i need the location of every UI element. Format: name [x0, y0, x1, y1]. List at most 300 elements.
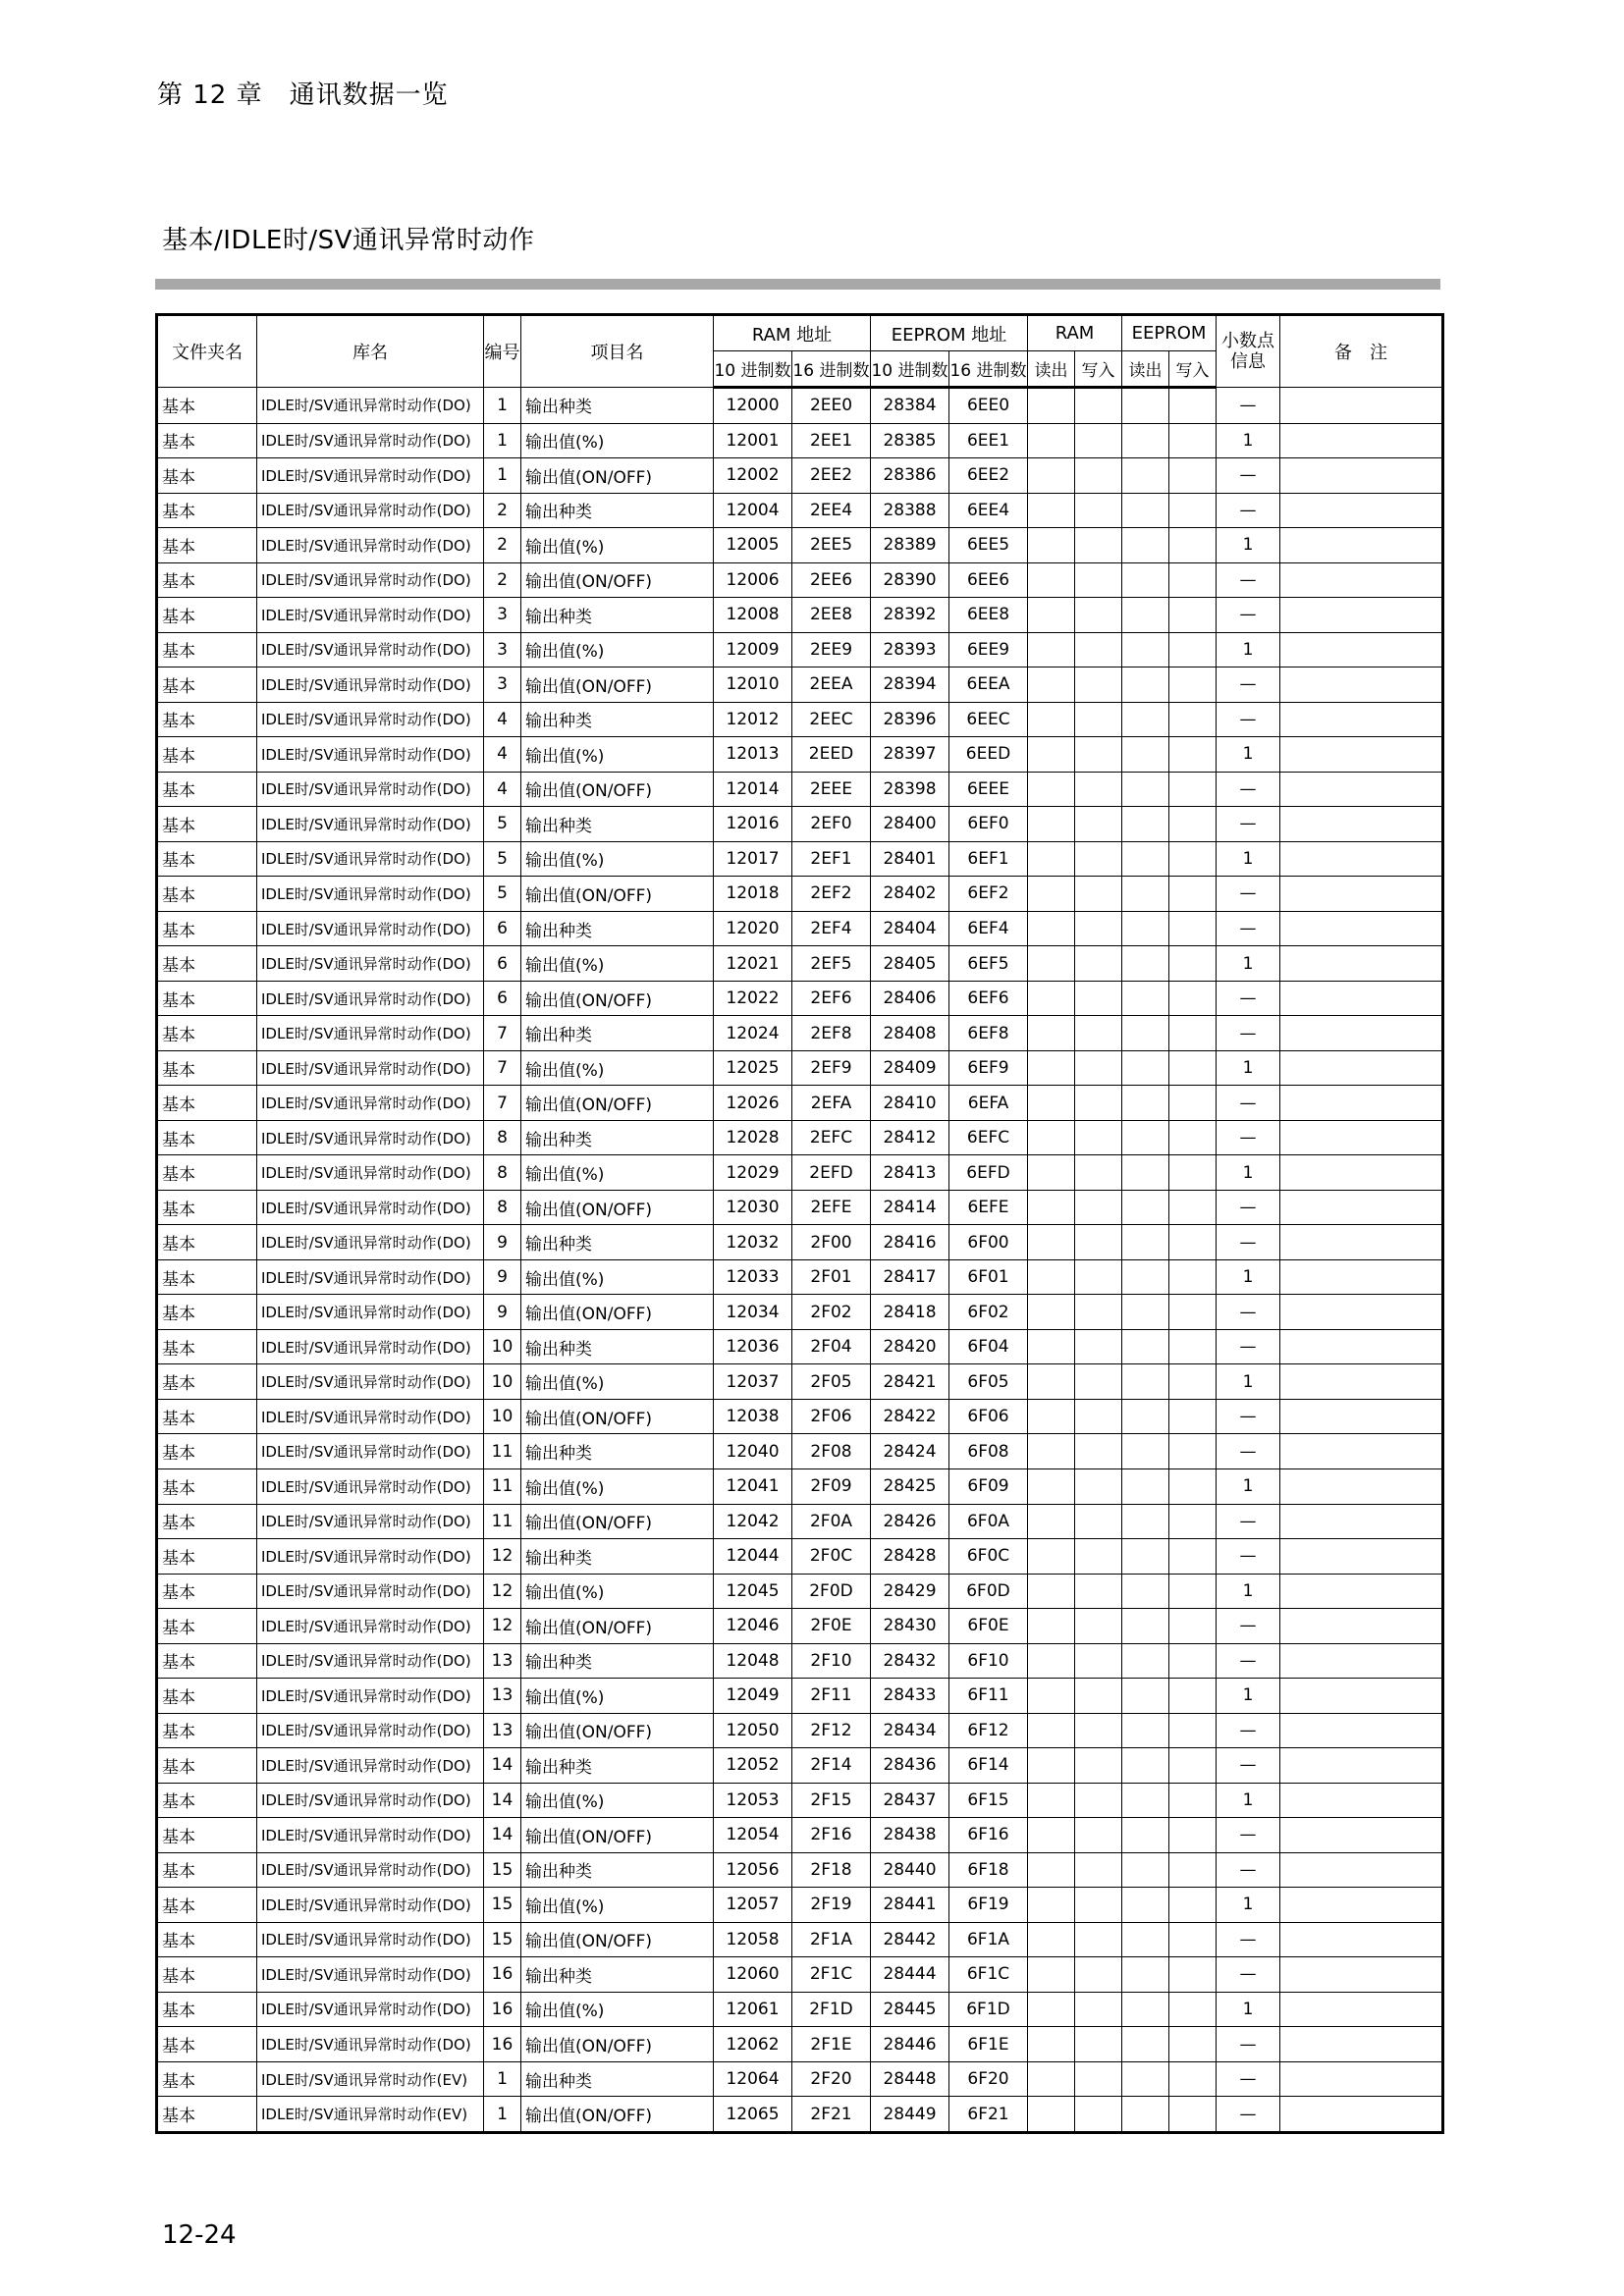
cell-eeprom-read [1122, 667, 1169, 703]
cell-number: 1 [484, 2061, 521, 2097]
cell-remarks [1280, 1539, 1443, 1575]
cell-eeprom-hex: 6F19 [949, 1888, 1028, 1923]
cell-folder: 基本 [157, 1783, 257, 1818]
cell-remarks [1280, 772, 1443, 807]
cell-ram-write [1075, 1364, 1122, 1400]
cell-folder: 基本 [157, 877, 257, 912]
cell-eeprom-dec: 28402 [871, 877, 949, 912]
table-row [157, 981, 1443, 1016]
cell-eeprom-dec: 28436 [871, 1748, 949, 1784]
cell-folder: 基本 [157, 1295, 257, 1330]
cell-ram-write [1075, 1783, 1122, 1818]
cell-eeprom-dec: 28426 [871, 1504, 949, 1539]
cell-number: 4 [484, 702, 521, 737]
cell-number: 14 [484, 1783, 521, 1818]
cell-eeprom-hex: 6F21 [949, 2097, 1028, 2133]
cell-eeprom-dec: 28400 [871, 807, 949, 842]
cell-eeprom-hex: 6EEC [949, 702, 1028, 737]
cell-ram-hex: 2F15 [792, 1783, 871, 1818]
cell-ram-write [1075, 1504, 1122, 1539]
table-row [157, 1434, 1443, 1469]
cell-decimal-info: — [1217, 807, 1280, 842]
cell-number: 9 [484, 1259, 521, 1295]
cell-eeprom-read [1122, 458, 1169, 494]
cell-eeprom-dec: 28393 [871, 632, 949, 667]
cell-eeprom-read [1122, 1295, 1169, 1330]
cell-ram-write [1075, 598, 1122, 633]
cell-eeprom-hex: 6F0D [949, 1574, 1028, 1609]
cell-remarks [1280, 667, 1443, 703]
cell-ram-dec: 12034 [714, 1295, 792, 1330]
cell-library: IDLE时/SV通讯异常时动作(DO) [257, 1818, 484, 1853]
cell-ram-write [1075, 1713, 1122, 1748]
cell-eeprom-write [1169, 1748, 1217, 1784]
cell-ram-dec: 12064 [714, 2061, 792, 2097]
cell-number: 14 [484, 1818, 521, 1853]
cell-eeprom-write [1169, 1643, 1217, 1679]
cell-folder: 基本 [157, 1574, 257, 1609]
cell-remarks [1280, 2027, 1443, 2062]
cell-eeprom-dec: 28446 [871, 2027, 949, 2062]
cell-folder: 基本 [157, 598, 257, 633]
table-row [157, 737, 1443, 773]
header-ram: RAM [1028, 315, 1122, 351]
cell-library: IDLE时/SV通讯异常时动作(DO) [257, 877, 484, 912]
cell-eeprom-read [1122, 388, 1169, 424]
cell-ram-read [1028, 1888, 1075, 1923]
cell-folder: 基本 [157, 2097, 257, 2133]
cell-decimal-info: 1 [1217, 528, 1280, 563]
cell-ram-hex: 2EEA [792, 667, 871, 703]
cell-item: 输出值(%) [521, 737, 714, 773]
cell-eeprom-read [1122, 1888, 1169, 1923]
cell-ram-hex: 2EF9 [792, 1050, 871, 1086]
cell-eeprom-hex: 6EE8 [949, 598, 1028, 633]
cell-folder: 基本 [157, 737, 257, 773]
cell-eeprom-dec: 28384 [871, 388, 949, 424]
cell-ram-hex: 2F1C [792, 1957, 871, 1993]
cell-ram-hex: 2EF6 [792, 981, 871, 1016]
cell-ram-hex: 2F06 [792, 1399, 871, 1434]
cell-ram-write [1075, 458, 1122, 494]
cell-ram-hex: 2F1D [792, 1992, 871, 2027]
cell-eeprom-hex: 6F00 [949, 1225, 1028, 1260]
table-row [157, 1818, 1443, 1853]
cell-item: 输出种类 [521, 2061, 714, 2097]
cell-eeprom-dec: 28396 [871, 702, 949, 737]
cell-decimal-info: 1 [1217, 1992, 1280, 2027]
cell-remarks [1280, 1086, 1443, 1121]
table-row [157, 1539, 1443, 1575]
cell-eeprom-write [1169, 1120, 1217, 1155]
cell-ram-dec: 12045 [714, 1574, 792, 1609]
cell-eeprom-read [1122, 946, 1169, 982]
cell-ram-dec: 12036 [714, 1329, 792, 1364]
cell-remarks [1280, 1434, 1443, 1469]
cell-decimal-info: — [1217, 2027, 1280, 2062]
cell-eeprom-read [1122, 702, 1169, 737]
cell-eeprom-hex: 6EF9 [949, 1050, 1028, 1086]
cell-remarks [1280, 1679, 1443, 1714]
cell-ram-write [1075, 632, 1122, 667]
cell-item: 输出种类 [521, 598, 714, 633]
cell-number: 8 [484, 1120, 521, 1155]
cell-eeprom-read [1122, 1713, 1169, 1748]
cell-eeprom-dec: 28389 [871, 528, 949, 563]
header-ram-write: 写入 [1075, 351, 1122, 388]
cell-ram-write [1075, 562, 1122, 598]
cell-ram-write [1075, 1120, 1122, 1155]
cell-remarks [1280, 1120, 1443, 1155]
cell-ram-read [1028, 1679, 1075, 1714]
cell-folder: 基本 [157, 1259, 257, 1295]
cell-eeprom-hex: 6EF2 [949, 877, 1028, 912]
cell-eeprom-dec: 28416 [871, 1225, 949, 1260]
cell-ram-read [1028, 1086, 1075, 1121]
table-header [157, 315, 1443, 388]
cell-library: IDLE时/SV通讯异常时动作(DO) [257, 841, 484, 877]
cell-eeprom-read [1122, 911, 1169, 946]
cell-ram-read [1028, 1190, 1075, 1225]
cell-eeprom-hex: 6F1E [949, 2027, 1028, 2062]
cell-number: 5 [484, 841, 521, 877]
cell-eeprom-dec: 28392 [871, 598, 949, 633]
cell-decimal-info: — [1217, 493, 1280, 528]
cell-eeprom-write [1169, 562, 1217, 598]
cell-eeprom-write [1169, 1504, 1217, 1539]
cell-folder: 基本 [157, 1888, 257, 1923]
cell-ram-hex: 2EE2 [792, 458, 871, 494]
cell-eeprom-hex: 6F1A [949, 1922, 1028, 1957]
cell-ram-write [1075, 1259, 1122, 1295]
cell-eeprom-dec: 28440 [871, 1852, 949, 1888]
cell-eeprom-dec: 28414 [871, 1190, 949, 1225]
cell-eeprom-read [1122, 2027, 1169, 2062]
cell-eeprom-hex: 6F1D [949, 1992, 1028, 2027]
cell-ram-write [1075, 1957, 1122, 1993]
cell-ram-read [1028, 1259, 1075, 1295]
cell-eeprom-dec: 28412 [871, 1120, 949, 1155]
cell-library: IDLE时/SV通讯异常时动作(DO) [257, 1225, 484, 1260]
cell-ram-dec: 12021 [714, 946, 792, 982]
cell-library: IDLE时/SV通讯异常时动作(DO) [257, 1888, 484, 1923]
cell-ram-read [1028, 493, 1075, 528]
cell-number: 10 [484, 1329, 521, 1364]
cell-library: IDLE时/SV通讯异常时动作(DO) [257, 1922, 484, 1957]
cell-eeprom-write [1169, 458, 1217, 494]
cell-eeprom-write [1169, 946, 1217, 982]
cell-library: IDLE时/SV通讯异常时动作(DO) [257, 667, 484, 703]
cell-remarks [1280, 1574, 1443, 1609]
cell-ram-write [1075, 1609, 1122, 1644]
cell-decimal-info: — [1217, 877, 1280, 912]
cell-ram-write [1075, 1818, 1122, 1853]
cell-eeprom-write [1169, 877, 1217, 912]
cell-item: 输出种类 [521, 911, 714, 946]
cell-ram-read [1028, 1225, 1075, 1260]
table-row [157, 1364, 1443, 1400]
cell-eeprom-read [1122, 877, 1169, 912]
table-row [157, 528, 1443, 563]
table-row [157, 1992, 1443, 2027]
cell-eeprom-write [1169, 981, 1217, 1016]
cell-remarks [1280, 1957, 1443, 1993]
table-row [157, 841, 1443, 877]
cell-eeprom-read [1122, 1643, 1169, 1679]
cell-remarks [1280, 1399, 1443, 1434]
cell-ram-hex: 2F11 [792, 1679, 871, 1714]
cell-decimal-info: — [1217, 458, 1280, 494]
cell-folder: 基本 [157, 1539, 257, 1575]
cell-folder: 基本 [157, 1399, 257, 1434]
cell-folder: 基本 [157, 1120, 257, 1155]
cell-ram-hex: 2EFA [792, 1086, 871, 1121]
cell-decimal-info: 1 [1217, 737, 1280, 773]
table-row [157, 946, 1443, 982]
cell-eeprom-hex: 6F11 [949, 1679, 1028, 1714]
cell-remarks [1280, 1155, 1443, 1191]
table-row [157, 1748, 1443, 1784]
cell-eeprom-write [1169, 2061, 1217, 2097]
cell-library: IDLE时/SV通讯异常时动作(DO) [257, 1643, 484, 1679]
cell-item: 输出种类 [521, 1957, 714, 1993]
cell-ram-write [1075, 1574, 1122, 1609]
cell-eeprom-hex: 6EFD [949, 1155, 1028, 1191]
header-number: 编号 [484, 315, 521, 388]
cell-ram-write [1075, 981, 1122, 1016]
cell-library: IDLE时/SV通讯异常时动作(DO) [257, 1050, 484, 1086]
table-row [157, 1016, 1443, 1051]
cell-library: IDLE时/SV通讯异常时动作(DO) [257, 1295, 484, 1330]
cell-number: 7 [484, 1050, 521, 1086]
cell-ram-dec: 12042 [714, 1504, 792, 1539]
cell-ram-write [1075, 1922, 1122, 1957]
cell-eeprom-read [1122, 562, 1169, 598]
cell-ram-dec: 12025 [714, 1050, 792, 1086]
cell-library: IDLE时/SV通讯异常时动作(DO) [257, 1190, 484, 1225]
cell-eeprom-dec: 28433 [871, 1679, 949, 1714]
cell-remarks [1280, 1922, 1443, 1957]
cell-item: 输出值(%) [521, 1783, 714, 1818]
cell-number: 9 [484, 1295, 521, 1330]
cell-remarks [1280, 388, 1443, 424]
cell-remarks [1280, 562, 1443, 598]
cell-eeprom-write [1169, 667, 1217, 703]
cell-eeprom-hex: 6F01 [949, 1259, 1028, 1295]
cell-ram-read [1028, 598, 1075, 633]
cell-eeprom-dec: 28385 [871, 423, 949, 458]
cell-ram-write [1075, 807, 1122, 842]
cell-ram-hex: 2F16 [792, 1818, 871, 1853]
cell-remarks [1280, 458, 1443, 494]
cell-ram-hex: 2F1A [792, 1922, 871, 1957]
cell-eeprom-read [1122, 1225, 1169, 1260]
cell-folder: 基本 [157, 388, 257, 424]
cell-library: IDLE时/SV通讯异常时动作(DO) [257, 1399, 484, 1434]
cell-eeprom-dec: 28418 [871, 1295, 949, 1330]
cell-library: IDLE时/SV通讯异常时动作(DO) [257, 1679, 484, 1714]
cell-ram-dec: 12012 [714, 702, 792, 737]
cell-ram-dec: 12010 [714, 667, 792, 703]
cell-ram-hex: 2EE9 [792, 632, 871, 667]
cell-ram-read [1028, 702, 1075, 737]
header-eeprom: EEPROM [1122, 315, 1217, 351]
cell-ram-write [1075, 911, 1122, 946]
cell-folder: 基本 [157, 667, 257, 703]
cell-ram-read [1028, 1329, 1075, 1364]
cell-decimal-info: — [1217, 598, 1280, 633]
cell-folder: 基本 [157, 1364, 257, 1400]
cell-folder: 基本 [157, 1922, 257, 1957]
table-row [157, 1679, 1443, 1714]
cell-ram-hex: 2EFD [792, 1155, 871, 1191]
cell-decimal-info: 1 [1217, 1364, 1280, 1400]
cell-ram-hex: 2F09 [792, 1469, 871, 1505]
cell-ram-hex: 2EF4 [792, 911, 871, 946]
cell-number: 3 [484, 632, 521, 667]
cell-remarks [1280, 1225, 1443, 1260]
cell-remarks [1280, 1748, 1443, 1784]
cell-decimal-info: — [1217, 1434, 1280, 1469]
cell-folder: 基本 [157, 1713, 257, 1748]
cell-eeprom-write [1169, 1225, 1217, 1260]
cell-ram-read [1028, 1434, 1075, 1469]
cell-eeprom-dec: 28445 [871, 1992, 949, 2027]
cell-item: 输出值(ON/OFF) [521, 1399, 714, 1434]
table-row [157, 1259, 1443, 1295]
table-row [157, 1399, 1443, 1434]
cell-remarks [1280, 1364, 1443, 1400]
cell-number: 16 [484, 1957, 521, 1993]
cell-eeprom-read [1122, 1818, 1169, 1853]
cell-ram-read [1028, 1609, 1075, 1644]
cell-eeprom-dec: 28409 [871, 1050, 949, 1086]
cell-ram-write [1075, 388, 1122, 424]
cell-ram-hex: 2F20 [792, 2061, 871, 2097]
cell-eeprom-write [1169, 911, 1217, 946]
cell-eeprom-write [1169, 1050, 1217, 1086]
table-row [157, 877, 1443, 912]
cell-eeprom-dec: 28413 [871, 1155, 949, 1191]
cell-eeprom-write [1169, 1783, 1217, 1818]
table-body [157, 388, 1443, 2133]
cell-item: 输出值(%) [521, 1574, 714, 1609]
cell-eeprom-dec: 28410 [871, 1086, 949, 1121]
cell-remarks [1280, 423, 1443, 458]
cell-eeprom-write [1169, 1155, 1217, 1191]
cell-decimal-info: 1 [1217, 1050, 1280, 1086]
cell-library: IDLE时/SV通讯异常时动作(DO) [257, 702, 484, 737]
cell-ram-read [1028, 1643, 1075, 1679]
cell-ram-read [1028, 1852, 1075, 1888]
cell-decimal-info: 1 [1217, 1574, 1280, 1609]
cell-number: 15 [484, 1922, 521, 1957]
cell-decimal-info: 1 [1217, 841, 1280, 877]
cell-remarks [1280, 737, 1443, 773]
cell-library: IDLE时/SV通讯异常时动作(DO) [257, 1713, 484, 1748]
cell-library: IDLE时/SV通讯异常时动作(DO) [257, 1364, 484, 1400]
table-row [157, 1643, 1443, 1679]
cell-ram-write [1075, 1992, 1122, 2027]
cell-decimal-info: — [1217, 2061, 1280, 2097]
cell-ram-read [1028, 946, 1075, 982]
cell-ram-read [1028, 1539, 1075, 1575]
cell-decimal-info: 1 [1217, 1155, 1280, 1191]
cell-number: 8 [484, 1190, 521, 1225]
cell-eeprom-hex: 6EE6 [949, 562, 1028, 598]
cell-eeprom-write [1169, 772, 1217, 807]
cell-item: 输出值(ON/OFF) [521, 772, 714, 807]
cell-remarks [1280, 702, 1443, 737]
cell-ram-hex: 2EE6 [792, 562, 871, 598]
cell-ram-read [1028, 877, 1075, 912]
cell-eeprom-hex: 6F05 [949, 1364, 1028, 1400]
cell-library: IDLE时/SV通讯异常时动作(DO) [257, 1992, 484, 2027]
cell-library: IDLE时/SV通讯异常时动作(EV) [257, 2061, 484, 2097]
cell-eeprom-hex: 6F1C [949, 1957, 1028, 1993]
cell-ram-read [1028, 2027, 1075, 2062]
cell-item: 输出种类 [521, 1120, 714, 1155]
cell-item: 输出值(%) [521, 946, 714, 982]
cell-eeprom-read [1122, 1783, 1169, 1818]
cell-ram-write [1075, 1086, 1122, 1121]
cell-eeprom-write [1169, 1190, 1217, 1225]
table-row [157, 493, 1443, 528]
cell-folder: 基本 [157, 2061, 257, 2097]
cell-eeprom-read [1122, 1957, 1169, 1993]
cell-ram-read [1028, 1155, 1075, 1191]
cell-ram-write [1075, 528, 1122, 563]
cell-eeprom-read [1122, 632, 1169, 667]
cell-decimal-info: 1 [1217, 1888, 1280, 1923]
cell-decimal-info: 1 [1217, 1783, 1280, 1818]
cell-eeprom-write [1169, 1469, 1217, 1505]
cell-ram-hex: 2EF1 [792, 841, 871, 877]
cell-library: IDLE时/SV通讯异常时动作(DO) [257, 1748, 484, 1784]
cell-number: 1 [484, 458, 521, 494]
cell-decimal-info: — [1217, 1225, 1280, 1260]
cell-eeprom-read [1122, 1922, 1169, 1957]
cell-eeprom-dec: 28417 [871, 1259, 949, 1295]
cell-number: 5 [484, 877, 521, 912]
page-number: 12-24 [162, 2220, 237, 2250]
cell-item: 输出值(%) [521, 528, 714, 563]
cell-library: IDLE时/SV通讯异常时动作(DO) [257, 1434, 484, 1469]
cell-eeprom-read [1122, 493, 1169, 528]
cell-eeprom-dec: 28430 [871, 1609, 949, 1644]
cell-eeprom-write [1169, 598, 1217, 633]
cell-library: IDLE时/SV通讯异常时动作(DO) [257, 911, 484, 946]
cell-eeprom-hex: 6F08 [949, 1434, 1028, 1469]
cell-eeprom-write [1169, 1574, 1217, 1609]
cell-eeprom-read [1122, 1155, 1169, 1191]
cell-number: 12 [484, 1574, 521, 1609]
cell-number: 2 [484, 528, 521, 563]
cell-ram-dec: 12057 [714, 1888, 792, 1923]
cell-eeprom-dec: 28441 [871, 1888, 949, 1923]
cell-eeprom-dec: 28397 [871, 737, 949, 773]
cell-eeprom-write [1169, 1992, 1217, 2027]
cell-ram-dec: 12058 [714, 1922, 792, 1957]
section-rule [155, 279, 1440, 290]
table-row [157, 1120, 1443, 1155]
cell-ram-write [1075, 1469, 1122, 1505]
cell-number: 1 [484, 388, 521, 424]
cell-remarks [1280, 877, 1443, 912]
cell-eeprom-write [1169, 1259, 1217, 1295]
cell-number: 15 [484, 1852, 521, 1888]
table-row [157, 1783, 1443, 1818]
